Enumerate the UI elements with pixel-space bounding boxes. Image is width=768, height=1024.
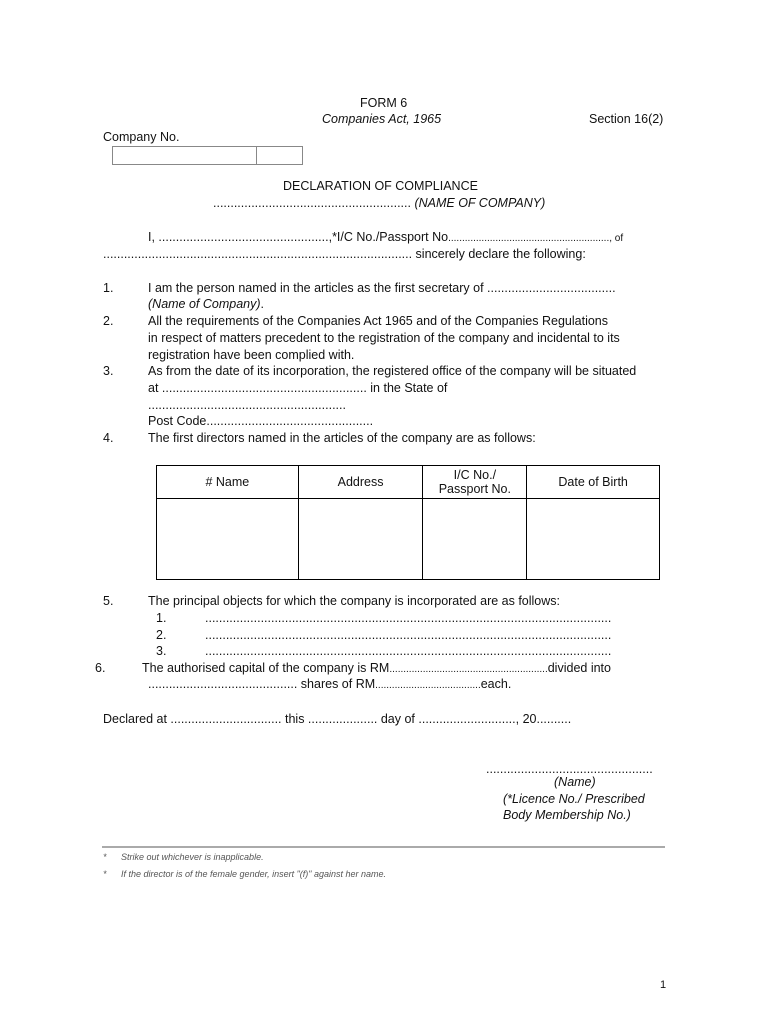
item-6-line-2-dots: ...................................... <box>375 680 481 691</box>
cell-dob[interactable] <box>527 499 660 580</box>
col-header-dob: Date of Birth <box>527 466 660 499</box>
company-no-label: Company No. <box>103 130 180 144</box>
col-header-name: # Name <box>157 466 299 499</box>
company-name-dots: ......................................................... <box>213 196 411 210</box>
item-5-text: The principal objects for which the company is incorporated are as follows: <box>148 594 561 608</box>
col-header-ic-line-2: Passport No. <box>438 482 511 496</box>
signature-dots: ................................................ <box>486 762 653 776</box>
item-3-line-2: at ........................................................... in the State of <box>148 381 448 395</box>
cell-ic[interactable] <box>423 499 527 580</box>
col-header-address: Address <box>298 466 423 499</box>
item-2-line-2: in respect of matters precedent to the registration of the company and incidental to its <box>148 331 620 345</box>
signature-name: (Name) <box>554 775 596 789</box>
declaration-heading: DECLARATION OF COMPLIANCE <box>283 179 478 193</box>
item-2-line-3: registration have been complied with. <box>148 348 355 362</box>
signature-licence-1: (*Licence No./ Prescribed <box>503 792 645 806</box>
cell-address[interactable] <box>298 499 423 580</box>
signature-licence-2: Body Membership No.) <box>503 808 631 822</box>
item-6-line-2-text: ........................................... shares of RM <box>148 677 376 691</box>
directors-table <box>156 465 660 580</box>
footnote-2-mark: * <box>103 869 107 879</box>
intro-line-1-a: I, .................................................,*I/C No./Passport No <box>148 230 449 244</box>
item-4-number: 4. <box>103 431 114 445</box>
item-6-line-2 <box>148 676 511 694</box>
company-no-box-suffix[interactable] <box>256 146 303 165</box>
footnote-divider <box>102 846 665 848</box>
company-name-line <box>213 195 545 211</box>
footnote-1-text: Strike out whichever is inapplicable. <box>121 852 264 862</box>
footnote-1-mark: * <box>103 852 107 862</box>
company-name-placeholder: (NAME OF COMPANY) <box>414 196 546 210</box>
table-row <box>157 499 660 580</box>
item-6-line-1-text: The authorised capital of the company is RM <box>142 661 390 675</box>
footnote-2-text: If the director is of the female gender, insert "(f)" against her name. <box>121 869 387 879</box>
act-name: Companies Act, 1965 <box>322 112 442 126</box>
intro-line-1 <box>148 229 623 247</box>
page-number: 1 <box>660 979 667 991</box>
directors-table-header <box>157 466 660 499</box>
item-6-number: 6. <box>95 661 106 675</box>
item-1-company <box>148 296 264 312</box>
object-2-dots: ..................................................................................................................... <box>205 628 612 642</box>
intro-line-2: ......................................................................................... sincerely declare the following: <box>103 247 586 261</box>
item-1-text: I am the person named in the articles as the first secretary of ..................................... <box>148 281 616 295</box>
col-header-ic-line-1: I/C No./ <box>453 468 497 482</box>
item-1-company-name: (Name of Company) <box>148 297 261 311</box>
item-1-company-tail: . <box>260 297 265 311</box>
item-3-postcode: Post Code................................................ <box>148 414 374 428</box>
object-1-number: 1. <box>156 611 167 625</box>
object-1-dots: ..................................................................................................................... <box>205 611 612 625</box>
company-no-box-main[interactable] <box>112 146 257 165</box>
item-3-line-3: ......................................................... <box>148 398 346 412</box>
object-2-number: 2. <box>156 628 167 642</box>
item-2-number: 2. <box>103 314 114 328</box>
item-6-line-2-tail: each. <box>480 677 512 691</box>
item-3-line-1: As from the date of its incorporation, the registered office of the company will be situated <box>148 364 637 378</box>
section-ref: Section 16(2) <box>589 112 664 126</box>
form-number: FORM 6 <box>360 96 408 110</box>
col-header-ic <box>423 466 527 499</box>
item-3-number: 3. <box>103 364 114 378</box>
declared-line: Declared at ................................ this .................... day of ............................, 20.......... <box>103 712 572 726</box>
object-3-number: 3. <box>156 644 167 658</box>
item-5-number: 5. <box>103 594 114 608</box>
intro-line-1-b: .........................................................., of <box>448 233 624 244</box>
item-1-number: 1. <box>103 281 114 295</box>
item-6-line-1-dots: ......................................................... <box>389 664 548 675</box>
object-3-dots: ..................................................................................................................... <box>205 644 612 658</box>
item-6-line-1-tail: divided into <box>547 661 611 675</box>
item-2-line-1: All the requirements of the Companies Act 1965 and of the Companies Regulations <box>148 314 608 328</box>
item-4-text: The first directors named in the articles of the company are as follows: <box>148 431 536 445</box>
cell-name[interactable] <box>157 499 299 580</box>
